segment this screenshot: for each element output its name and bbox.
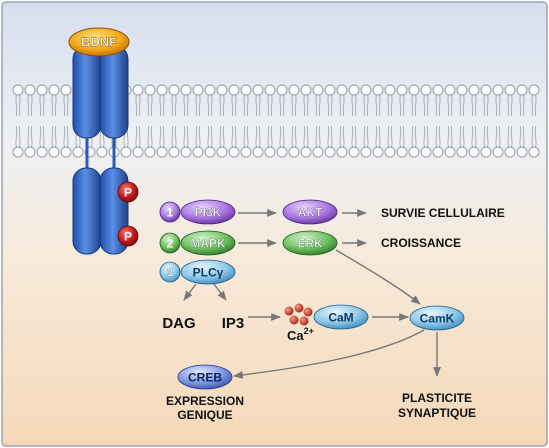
growth-outcome: CROISSANCE <box>381 236 462 250</box>
receptor-upper-right-domain <box>100 46 128 138</box>
phosphate-label-2: P <box>123 229 133 244</box>
akt-label: AKT <box>297 205 323 220</box>
dag-label: DAG <box>162 315 196 332</box>
pi3k-label: PI3K <box>194 205 222 220</box>
erk-label: ERK <box>297 236 323 251</box>
plc-gamma-label: PLCγ <box>192 265 224 280</box>
ip3-label: IP3 <box>221 315 245 332</box>
survival-outcome: SURVIE CELLULAIRE <box>381 206 505 220</box>
camk-label: CamK <box>419 311 455 326</box>
mapk-label: MAPK <box>190 236 226 251</box>
cam-label: CaM <box>328 310 354 325</box>
pathway-2-number: 2 <box>166 236 174 251</box>
plasticity-line-2: SYNAPTIQUE <box>397 406 477 420</box>
phosphate-icon <box>118 182 138 202</box>
pathway-3-number: 3 <box>166 265 174 280</box>
receptor-upper-left-domain <box>73 46 101 138</box>
calcium-symbol: Ca <box>287 328 304 343</box>
creb-label: CREB <box>187 370 223 385</box>
gene-expression-line-1: EXPRESSION <box>165 394 245 408</box>
phosphate-icon <box>118 226 138 246</box>
receptor-lower-left-domain <box>73 168 101 254</box>
plasticity-line-1: PLASTICITE <box>401 391 473 405</box>
phosphate-label-1: P <box>123 185 133 200</box>
bdnf-label: BDNF <box>80 34 118 50</box>
pathway-1-number: 1 <box>166 205 174 220</box>
calcium-charge: 2+ <box>303 326 314 336</box>
gene-expression-line-2: GENIQUE <box>177 408 233 422</box>
